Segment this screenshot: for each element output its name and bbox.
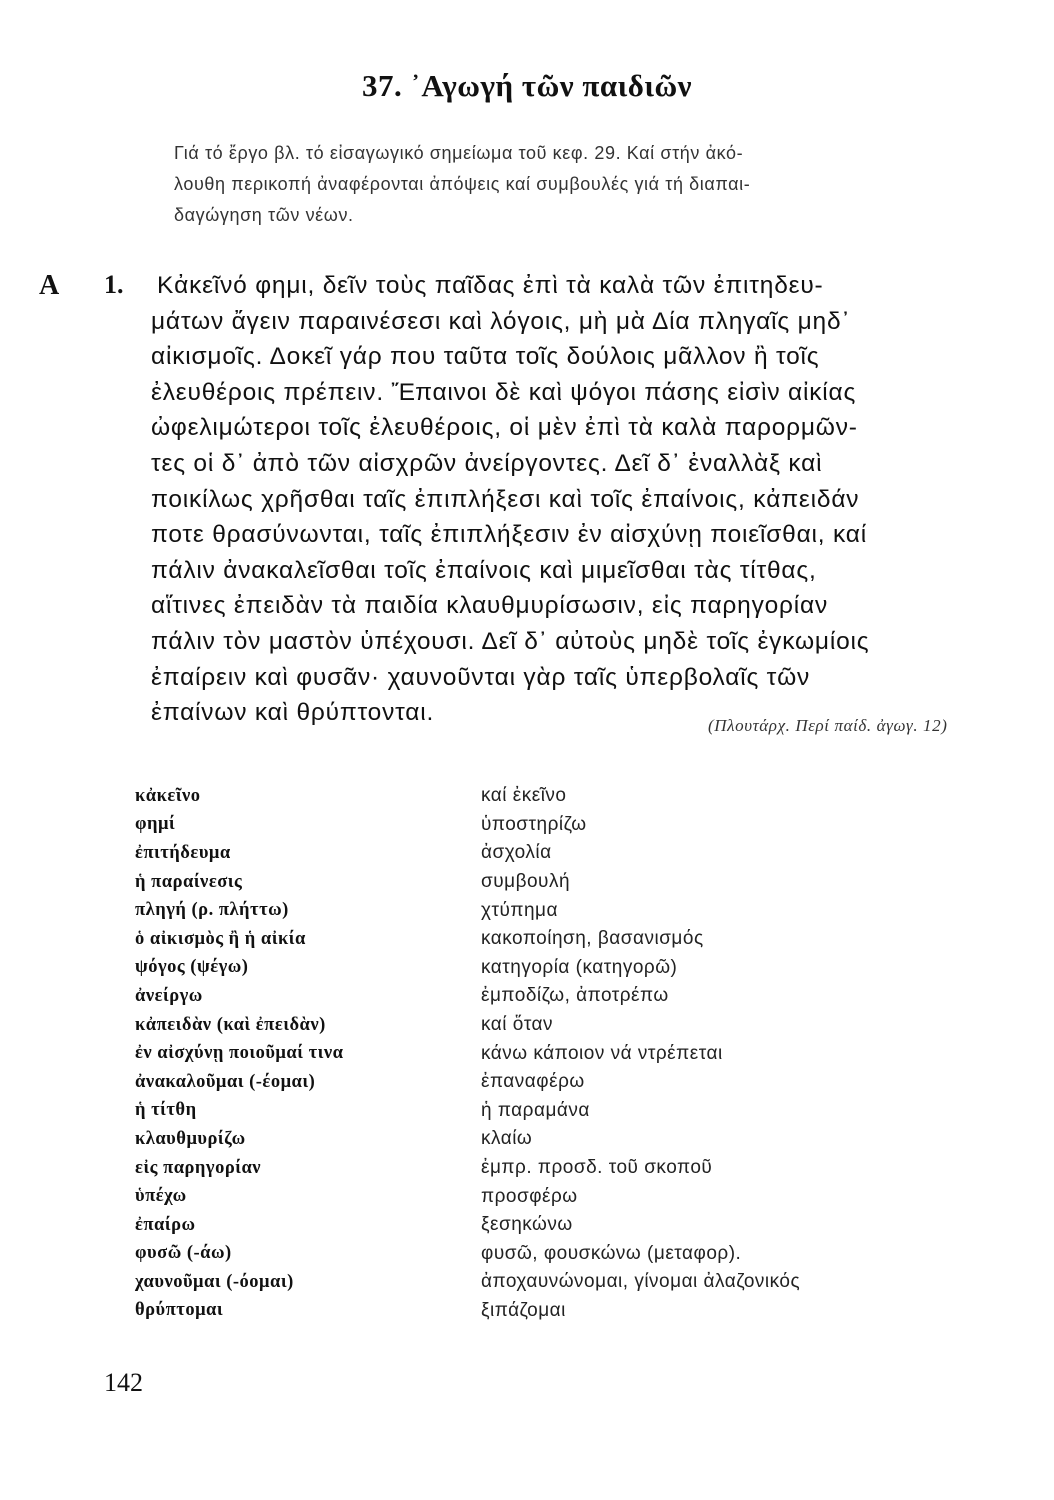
glossary-definition: ἀσχολία	[481, 842, 552, 864]
glossary-row	[135, 1125, 955, 1154]
passage-line: ποτε θρασύνωνται, ταῖς ἐπιπλήξεσιν ἐν αἰσχύνῃ ποιεῖσθαι, καί	[151, 521, 867, 549]
glossary-term: φυσῶ (-άω)	[135, 1243, 232, 1264]
passage-line: αἰκισμοῖς. Δοκεῖ γάρ που ταῦτα τοῖς δούλοις μᾶλλον ἢ τοῖς	[151, 343, 820, 371]
glossary-definition: καί ἐκεῖνο	[481, 785, 567, 807]
passage-line: πάλιν τὸν μαστὸν ὑπέχουσι. Δεῖ δ᾿ αὐτοὺς μηδὲ τοῖς ἐγκωμίοις	[151, 627, 870, 655]
passage-line: Κἀκεῖνό φημι, δεῖν τοὺς παῖδας ἐπὶ τὰ καλὰ τῶν ἐπιτηδευ-	[157, 272, 824, 299]
glossary-definition: ξιπάζομαι	[481, 1299, 566, 1321]
glossary-term: κἀκεῖνο	[135, 785, 201, 806]
greek-passage	[151, 268, 941, 731]
glossary-term: ἡ τίτθη	[135, 1100, 197, 1121]
glossary-term: φημί	[135, 814, 176, 835]
intro-note	[174, 138, 950, 231]
glossary-row	[135, 868, 955, 897]
glossary-term: ἐπιτήδευμα	[135, 842, 231, 863]
passage-line: τες οἱ δ᾿ ἀπὸ τῶν αἰσχρῶν ἀνείργοντες. Δεῖ δ᾿ ἐναλλὰξ καὶ	[151, 449, 823, 477]
intro-line: δαγώγηση τῶν νέων.	[174, 205, 354, 225]
section-mark: A	[39, 270, 60, 301]
passage-line: ἐπαίνων καὶ θρύπτονται.	[151, 699, 435, 727]
glossary-definition: ἐπαναφέρω	[481, 1071, 585, 1093]
glossary-row	[135, 1097, 955, 1126]
glossary-definition: ἐμποδίζω, ἀποτρέπω	[481, 985, 669, 1007]
glossary-definition: κατηγορία (κατηγορῶ)	[481, 956, 678, 978]
glossary-row	[135, 925, 955, 954]
glossary-term: ψόγος (ψέγω)	[135, 957, 249, 978]
passage-line: πάλιν ἀνακαλεῖσθαι τοῖς ἐπαίνοις καὶ μιμεῖσθαι τὰς τίτθας,	[151, 556, 817, 584]
glossary-row	[135, 1182, 955, 1211]
glossary-term: ἐπαίρω	[135, 1214, 196, 1235]
glossary-row	[135, 954, 955, 983]
glossary-definition: συμβουλή	[481, 871, 571, 893]
glossary-row	[135, 1039, 955, 1068]
page-title: 37. ᾿Αγωγή τῶν παιδιῶν	[362, 68, 692, 103]
passage-line: ἐλευθέροις πρέπειν. Ἔπαινοι δὲ καὶ ψόγοι πάσης εἰσὶν αἰκίας	[151, 378, 857, 406]
glossary-row	[135, 782, 955, 811]
glossary-row	[135, 982, 955, 1011]
glossary-term: θρύπτομαι	[135, 1300, 224, 1321]
glossary-definition: κάνω κάποιον νά ντρέπεται	[481, 1042, 723, 1064]
glossary-term: ἀνείργω	[135, 985, 203, 1006]
glossary-row	[135, 1268, 955, 1297]
passage-line: ἐπαίρειν καὶ φυσᾶν· χαυνοῦνται γὰρ ταῖς ὑπερβολαῖς τῶν	[151, 663, 811, 691]
passage-line: ποικίλως χρῆσθαι ταῖς ἐπιπλήξεσι καὶ τοῖς ἐπαίνοις, κἀπειδάν	[151, 485, 860, 513]
glossary-term: ἀνακαλοῦμαι (-έομαι)	[135, 1071, 316, 1092]
glossary	[135, 782, 955, 1325]
passage-line: μάτων ἄγειν παραινέσεσι καὶ λόγοις, μὴ μὰ Δία πληγαῖς μηδ᾿	[151, 307, 851, 335]
glossary-term: ἡ παραίνεσις	[135, 871, 243, 892]
glossary-definition: προσφέρω	[481, 1185, 578, 1207]
glossary-row	[135, 811, 955, 840]
page-number: 142	[104, 1368, 143, 1397]
glossary-definition: ἡ παραμάνα	[481, 1099, 590, 1121]
glossary-term: χαυνοῦμαι (-όομαι)	[135, 1271, 294, 1292]
glossary-row	[135, 1011, 955, 1040]
intro-line: λουθη περικοπή ἀναφέρονται ἀπόψεις καί συμβουλές γιά τή διαπαι-	[174, 174, 751, 194]
glossary-definition: κλαίω	[481, 1128, 533, 1150]
glossary-definition: κακοποίηση, βασανισμός	[481, 928, 704, 950]
glossary-definition: ξεσηκώνω	[481, 1214, 573, 1236]
glossary-row	[135, 1240, 955, 1269]
glossary-row	[135, 1211, 955, 1240]
glossary-term: ἐν αἰσχύνῃ ποιοῦμαί τινα	[135, 1043, 344, 1064]
intro-line: Γιά τό ἔργο βλ. τό εἰσαγωγικό σημείωμα τοῦ κεφ. 29. Καί στήν ἀκό-	[174, 143, 744, 163]
glossary-row	[135, 896, 955, 925]
glossary-row	[135, 1068, 955, 1097]
source-citation: (Πλουτάρχ. Περί παίδ. ἀγωγ. 12)	[708, 716, 948, 735]
glossary-definition: ἐμπρ. προσδ. τοῦ σκοποῦ	[481, 1157, 713, 1179]
glossary-definition: ὑποστηρίζω	[481, 813, 587, 835]
glossary-row	[135, 1154, 955, 1183]
glossary-row	[135, 1297, 955, 1326]
glossary-term: κλαυθμυρίζω	[135, 1128, 246, 1149]
glossary-term: κἀπειδὰν (καὶ ἐπειδὰν)	[135, 1014, 326, 1035]
glossary-term: πληγή (ρ. πλήττω)	[135, 900, 289, 921]
glossary-definition: ἀποχαυνώνομαι, γίνομαι ἀλαζονικός	[481, 1271, 801, 1293]
glossary-term: ὑπέχω	[135, 1186, 187, 1207]
glossary-term: εἰς παρηγορίαν	[135, 1157, 262, 1178]
glossary-row	[135, 839, 955, 868]
glossary-term: ὁ αἰκισμὸς ἢ ἡ αἰκία	[135, 928, 306, 949]
paragraph-number: 1.	[104, 270, 124, 299]
passage-line: ὠφελιμώτεροι τοῖς ἐλευθέροις, οἱ μὲν ἐπὶ τὰ καλὰ παρορμῶν-	[151, 414, 858, 442]
passage-line: αἵτινες ἐπειδὰν τὰ παιδία κλαυθμυρίσωσιν, εἰς παρηγορίαν	[151, 592, 829, 620]
glossary-definition: φυσῶ, φουσκώνω (μεταφορ).	[481, 1242, 742, 1264]
glossary-definition: χτύπημα	[481, 899, 558, 921]
glossary-definition: καί ὅταν	[481, 1014, 554, 1036]
